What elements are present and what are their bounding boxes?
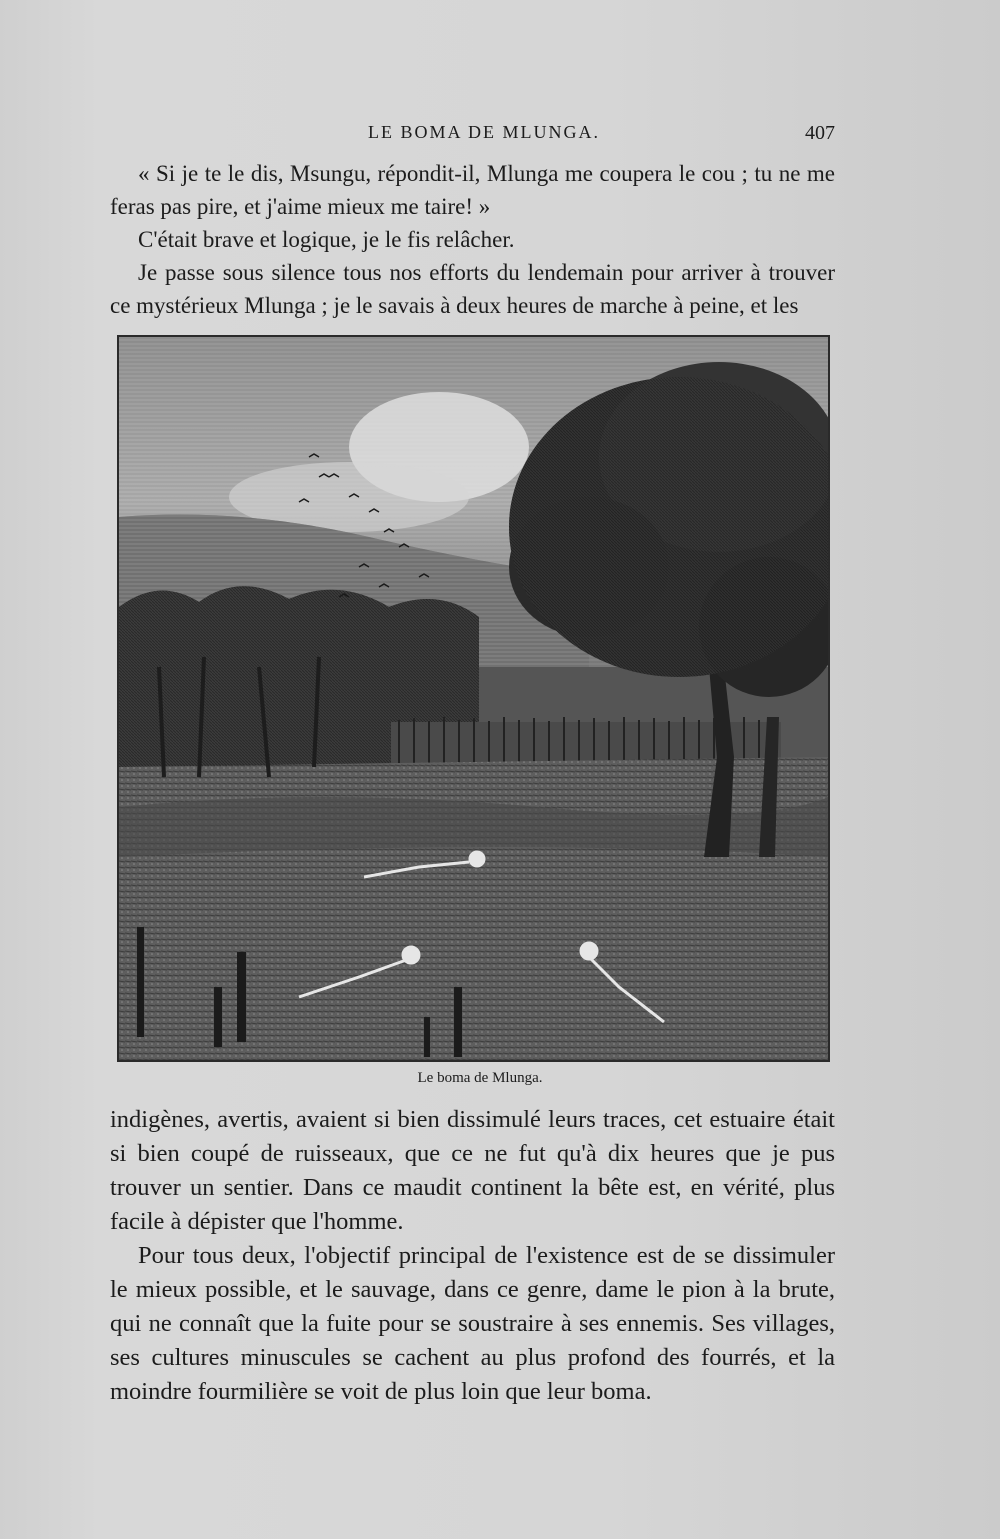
page-number: 407 bbox=[805, 122, 835, 144]
paragraph: « Si je te le dis, Msungu, répondit-il, Mlunga me coupera le cou ; tu ne me feras pas pire, et j'aime mieux me taire! » bbox=[110, 161, 835, 219]
paragraph: Je passe sous silence tous nos efforts du lendemain pour arriver à trouver ce mystérieux Mlunga ; je le savais à deux heures de marche à peine, et les bbox=[110, 260, 835, 318]
engraving-illustration bbox=[117, 335, 830, 1062]
figure-caption: Le boma de Mlunga. bbox=[417, 1070, 543, 1086]
text-block-bottom bbox=[110, 1103, 835, 1409]
running-title: LE BOMA DE MLUNGA. bbox=[368, 122, 600, 142]
paragraph: C'était brave et logique, je le fis relâcher. bbox=[138, 227, 515, 252]
paragraph: Pour tous deux, l'objectif principal de l'existence est de se dissimuler le mieux possible, et le sauvage, dans ce genre, dame le pion à la brute, qui ne connaît que la fuite pour se soustraire à ses ennemis. Ses villages, ses cultures minuscules se cachent au plus profond des fourrés, et la moindre fourmilière se voit de plus loin que leur boma. bbox=[110, 1242, 835, 1405]
paragraph: indigènes, avertis, avaient si bien dissimulé leurs traces, cet estuaire était si bien coupé de ruisseaux, que ce ne fut qu'à dix heures que je pus trouver un sentier. Dans ce maudit continent la bête est, en vérité, plus facile à dépister que l'homme. bbox=[110, 1106, 835, 1235]
running-head bbox=[110, 122, 835, 152]
engraving-scene bbox=[119, 337, 828, 1060]
text-block-top bbox=[110, 157, 835, 322]
